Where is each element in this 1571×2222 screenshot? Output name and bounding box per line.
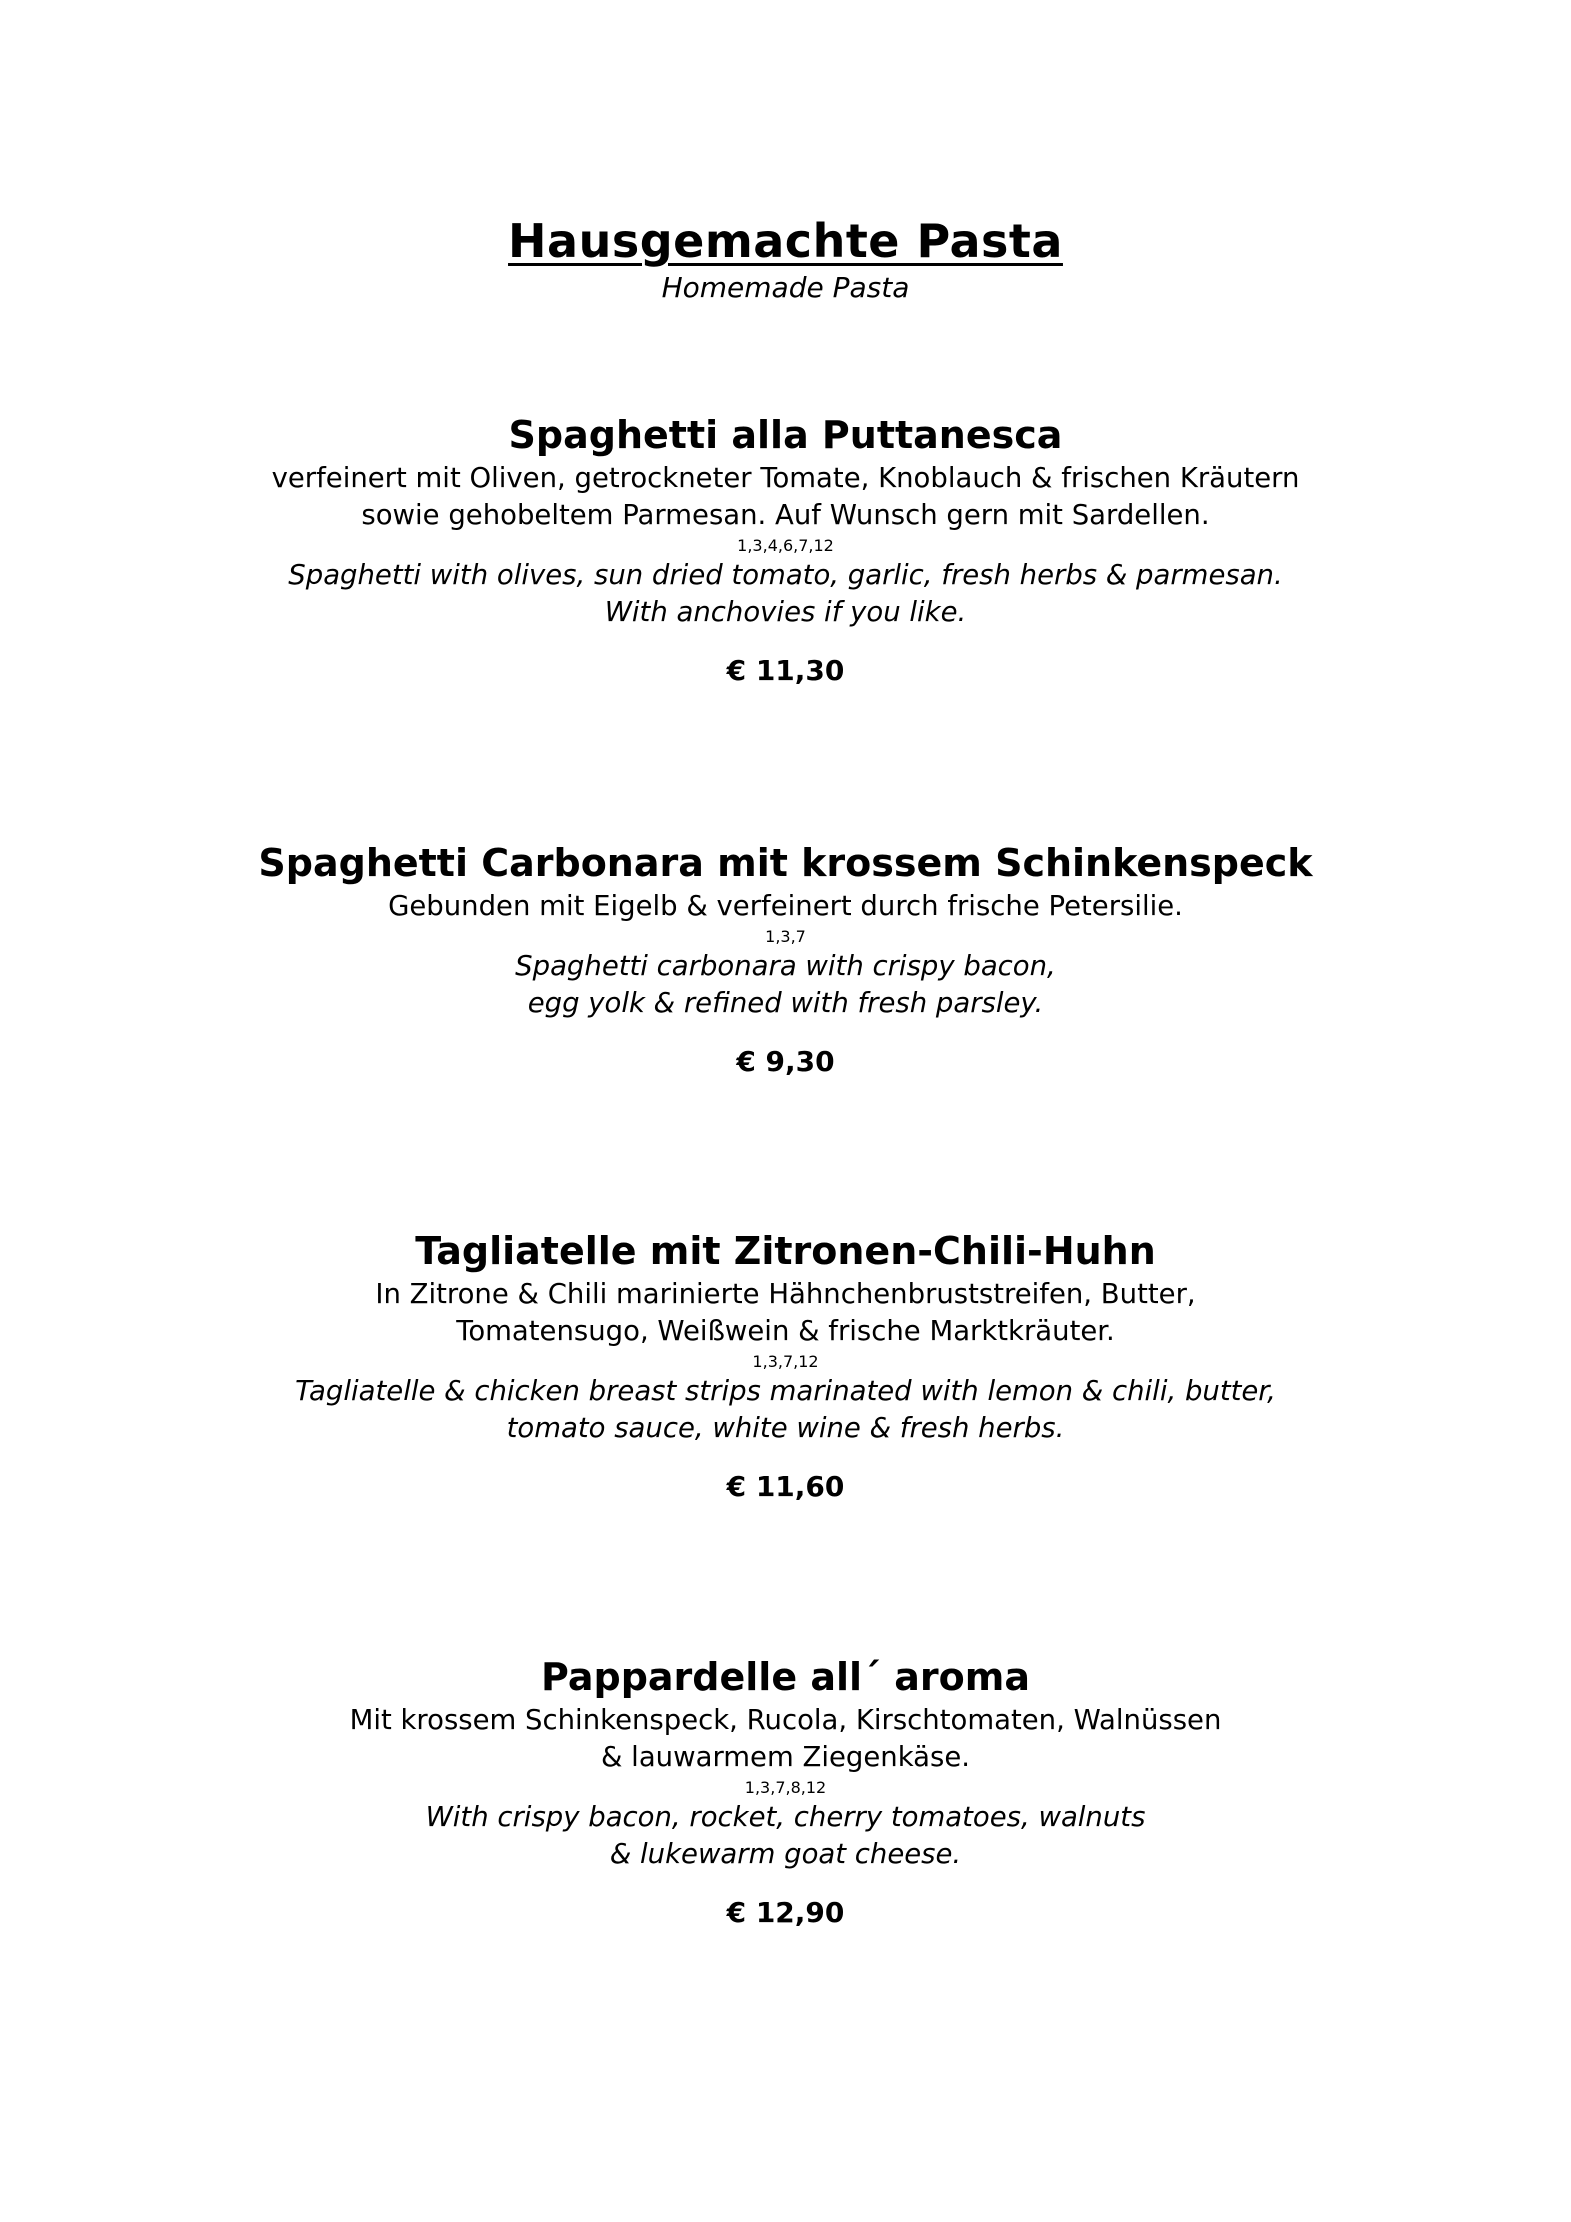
menu-item <box>0 1652 1571 1931</box>
dish-name: Pappardelle all´ aroma <box>541 1655 1030 1699</box>
description-german-line: Mit krossem Schinkenspeck, Rucola, Kirschtomaten, Walnüssen <box>349 1704 1222 1736</box>
dish-price: € 11,60 <box>726 1470 845 1503</box>
description-german-line: verfeinert mit Oliven, getrockneter Tomate, Knoblauch & frischen Kräutern <box>271 462 1300 494</box>
description-english-line: With anchovies if you like. <box>604 596 967 628</box>
description-german <box>0 460 1571 534</box>
description-german <box>0 1702 1571 1776</box>
dish-name: Spaghetti Carbonara mit krossem Schinkenspeck <box>258 841 1313 885</box>
dish-price: € 12,90 <box>726 1896 845 1929</box>
description-english <box>0 1373 1571 1447</box>
page-subtitle: Homemade Pasta <box>661 271 910 304</box>
menu-item <box>0 410 1571 689</box>
description-german-line: In Zitrone & Chili marinierte Hähnchenbruststreifen, Butter, <box>375 1278 1196 1310</box>
description-english-line: tomato sauce, white wine & fresh herbs. <box>506 1412 1065 1444</box>
page-title: Hausgemachte Pasta <box>508 214 1063 268</box>
description-german <box>0 1276 1571 1350</box>
description-english <box>0 1799 1571 1873</box>
description-german-line: Gebunden mit Eigelb & verfeinert durch frische Petersilie. <box>388 890 1183 922</box>
allergen-codes: 1,3,7,8,12 <box>744 1778 827 1797</box>
description-english-line: & lukewarm goat cheese. <box>609 1838 962 1870</box>
description-english <box>0 948 1571 1022</box>
dish-price: € 9,30 <box>736 1045 835 1078</box>
description-german-line: sowie gehobeltem Parmesan. Auf Wunsch gern mit Sardellen. <box>361 499 1210 531</box>
description-german <box>0 888 1571 925</box>
menu-item <box>0 838 1571 1080</box>
menu-item <box>0 1226 1571 1505</box>
description-english <box>0 557 1571 631</box>
allergen-codes: 1,3,4,6,7,12 <box>737 536 834 555</box>
description-english-line: With crispy bacon, rocket, cherry tomatoes, walnuts <box>425 1801 1146 1833</box>
description-german-line: Tomatensugo, Weißwein & frische Marktkräuter. <box>456 1315 1115 1347</box>
description-english-line: Spaghetti carbonara with crispy bacon, <box>515 950 1056 982</box>
allergen-codes: 1,3,7,12 <box>752 1352 819 1371</box>
allergen-codes: 1,3,7 <box>765 927 806 946</box>
dish-name: Tagliatelle mit Zitronen-Chili-Huhn <box>415 1229 1156 1273</box>
description-english-line: egg yolk & refined with fresh parsley. <box>527 987 1044 1019</box>
description-english-line: Spaghetti with olives, sun dried tomato, garlic, fresh herbs & parmesan. <box>288 559 1283 591</box>
description-german-line: & lauwarmem Ziegenkäse. <box>601 1741 970 1773</box>
description-english-line: Tagliatelle & chicken breast strips marinated with lemon & chili, butter, <box>295 1375 1276 1407</box>
menu-header <box>0 212 1571 306</box>
dish-name: Spaghetti alla Puttanesca <box>508 413 1063 457</box>
dish-price: € 11,30 <box>726 654 845 687</box>
